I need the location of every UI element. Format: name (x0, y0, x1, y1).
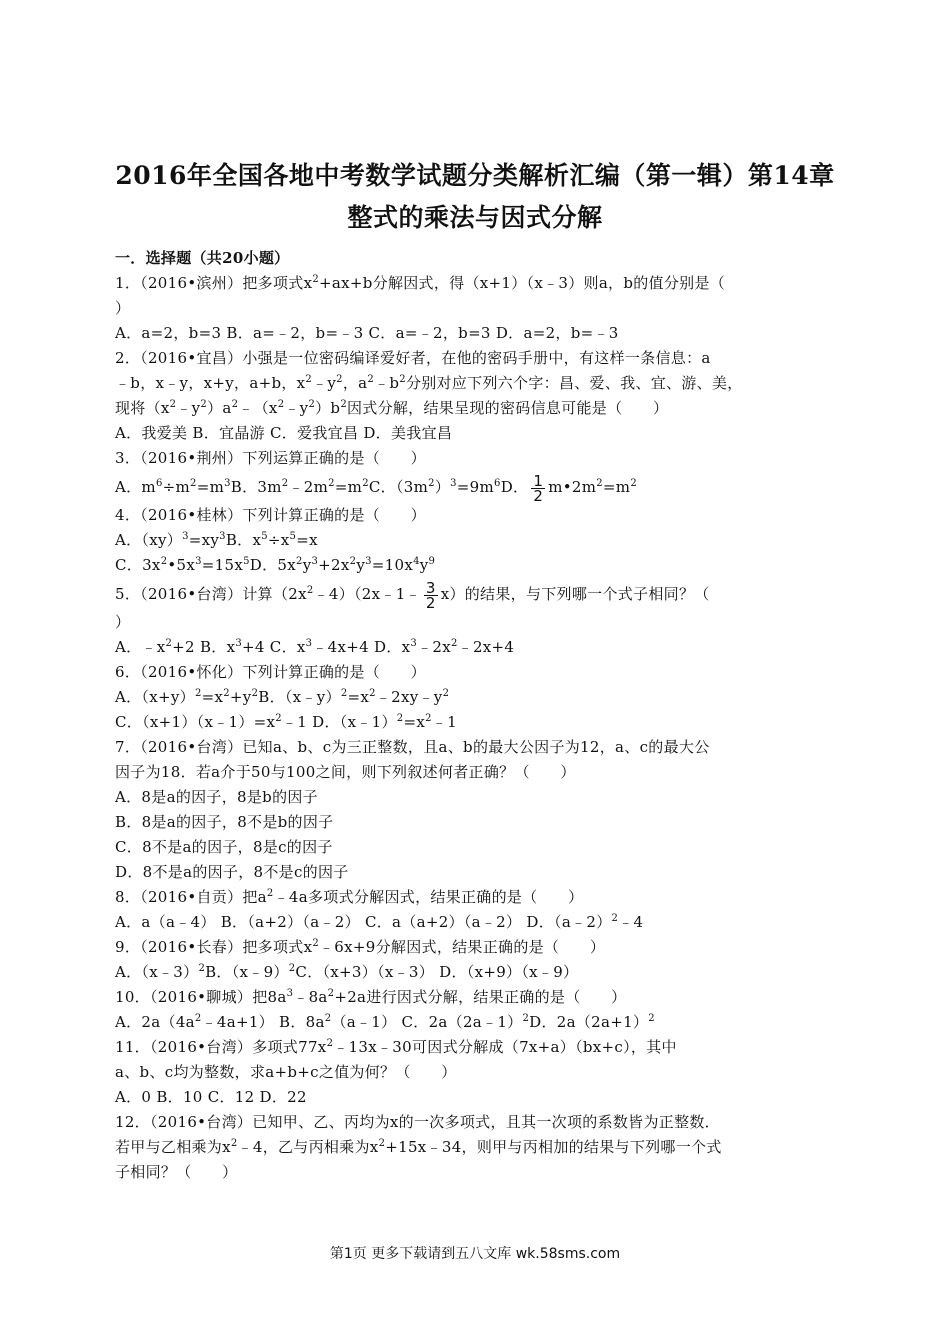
question-12-line-1: 12．（2016•台湾）已知甲、乙、丙均为x的一次多项式，且其一次项的系数皆为正整数． (115, 1113, 720, 1131)
question-10-options: A．$2a(4a^2﹣4a+1)$ B．$8a^2(a﹣1)$ C．2a（2a﹣1）$^2$D．$2a(2a+1)^2$ (115, 1013, 655, 1031)
question-8-options: A．a（a﹣4） B．（a+2）（a﹣2） C．a（a+2）（a﹣2） D．（a﹣2）$^2$﹣4 (115, 913, 644, 931)
question-6-options-ab: A．$(x+y)^2=x^2+y^2B$．$(x﹣y)^2=x^2﹣2xy﹣y^2$ (115, 688, 450, 706)
document-title-line-1: 2016年全国各地中考数学试题分类解析汇编（第一辑）第14章 (115, 161, 835, 190)
question-3-stem: 3．（2016•荆州）下列运算正确的是（ ） (115, 449, 426, 467)
question-2-options: A．我爱美 B．宜晶游 C．爱我宜昌 D．美我宜昌 (115, 424, 453, 442)
question-11-line-1: 11．（2016•台湾）多项式$77x^2﹣13x﹣30$可因式分解成（7x+a）（bx+c），其中 (115, 1038, 677, 1056)
question-4-options-cd: C．$3x^2•5x^3=15x^5D$．$5x^2y^3+2x^2y^3=10x^4y^9$ (115, 556, 436, 574)
question-4-options-ab: A．$(xy)^3=xy^3B$．$x^5\div x^5=x$ (115, 531, 318, 549)
question-9-stem: 9．（2016•长春）把多项式$x^2﹣6x+9$分解因式，结果正确的是（ ） (115, 938, 606, 956)
question-7-option-a: A．8是a的因子，8是b的因子 (115, 788, 318, 806)
question-list (115, 246, 837, 1185)
question-7-option-d: D．8不是a的因子，8不是c的因子 (115, 863, 349, 881)
question-1-options: A．a=2，b=3 B．a=﹣2，b=﹣3 C．a=﹣2，b=3 D．a=2，b=﹣3 (115, 324, 619, 342)
question-5-options: A．$﹣x^2+2$ B．$x^3+4$ C．$x^3﹣4x+4$ D．$x^3﹣2x^2﹣2x+4$ (115, 638, 515, 656)
question-4-stem: 4．（2016•桂林）下列计算正确的是（ ） (115, 506, 426, 524)
question-1-stem-continued: ） (115, 299, 131, 317)
question-11-line-2: a、b、c均为整数，求a+b+c之值为何？（ ） (115, 1063, 457, 1081)
question-10-stem: 10．（2016•聊城）把$8a^3﹣8a^2+2a$进行因式分解，结果正确的是（ ） (115, 988, 627, 1006)
question-5-stem-continued: ） (115, 613, 131, 631)
question-11-options: A．0 B．10 C．12 D．22 (115, 1088, 307, 1106)
question-7-line-1: 7．（2016•台湾）已知a、b、c为三正整数，且a、b的最大公因子为12，a、c的最大公 (115, 738, 710, 756)
fraction-three-halves: $\frac{3}{2}$ (425, 578, 436, 612)
question-3-options: A．$m^6\div m^2=m^3B$．$3m^2﹣2m^2=m^2C$．$(3m^2)^3=9m^6D$． $\frac{1}{2}$ $m•2m^2=m^2$ (115, 471, 637, 505)
document-title-line-2: 整式的乘法与因式分解 (347, 203, 603, 232)
section-heading: 一．选择题（共20小题） (115, 249, 290, 267)
question-2-line-2: ﹣b，x﹣y，x+y，a+b，$x^2﹣y^2$，$a^2﹣b^2$分别对应下列六个字：昌、爱、我、宜、游、美， (115, 374, 743, 392)
question-2-line-3: 现将$(x^2﹣y^2)a^2﹣(x^2﹣y^2)b^2$因式分解，结果呈现的密码信息可能是（ ） (115, 399, 669, 417)
question-9-options: A．（x﹣3）$^2$B．（x﹣9）$^2$C．（x+3）（x﹣3） D．（x+9）（x﹣9） (115, 963, 579, 981)
question-12-line-3: 子相同？（ ） (115, 1163, 238, 1181)
question-1-stem: 1．（2016•滨州）把多项式$x^2+ax+b$分解因式，得（x+1）（x﹣3）则a，b的值分别是（ (115, 274, 726, 292)
question-7-option-b: B．8是a的因子，8不是b的因子 (115, 813, 334, 831)
question-7-option-c: C．8不是a的因子，8是c的因子 (115, 838, 333, 856)
question-5-stem: 5．（2016•台湾）计算$(2x^2﹣4)(2x﹣1﹣$ $\frac{3}{2}$ x）的结果，与下列哪一个式子相同？（ (115, 578, 710, 612)
question-6-options-cd: C．$(x+1)(x﹣1)=x^2﹣1$ D．$(x﹣1)^2=x^2﹣1$ (115, 713, 457, 731)
question-6-stem: 6．（2016•怀化）下列计算正确的是（ ） (115, 663, 426, 681)
fraction-one-half: $\frac{1}{2}$ (533, 471, 544, 505)
question-7-line-2: 因子为18．若a介于50与100之间，则下列叙述何者正确？（ ） (115, 763, 576, 781)
question-2-line-1: 2．（2016•宜昌）小强是一位密码编译爱好者，在他的密码手册中，有这样一条信息：a (115, 349, 711, 367)
page-footer: 第1页 更多下载请到五八文库 wk.58sms.com (329, 1246, 621, 1262)
question-12-line-2: 若甲与乙相乘为$x^2﹣4$，乙与丙相乘为$x^2+15x﹣34$，则甲与丙相加的结果与下列哪一个式 (115, 1138, 722, 1156)
question-8-stem: 8．（2016•自贡）把$a^2﹣4a$多项式分解因式，结果正确的是（ ） (115, 888, 584, 906)
